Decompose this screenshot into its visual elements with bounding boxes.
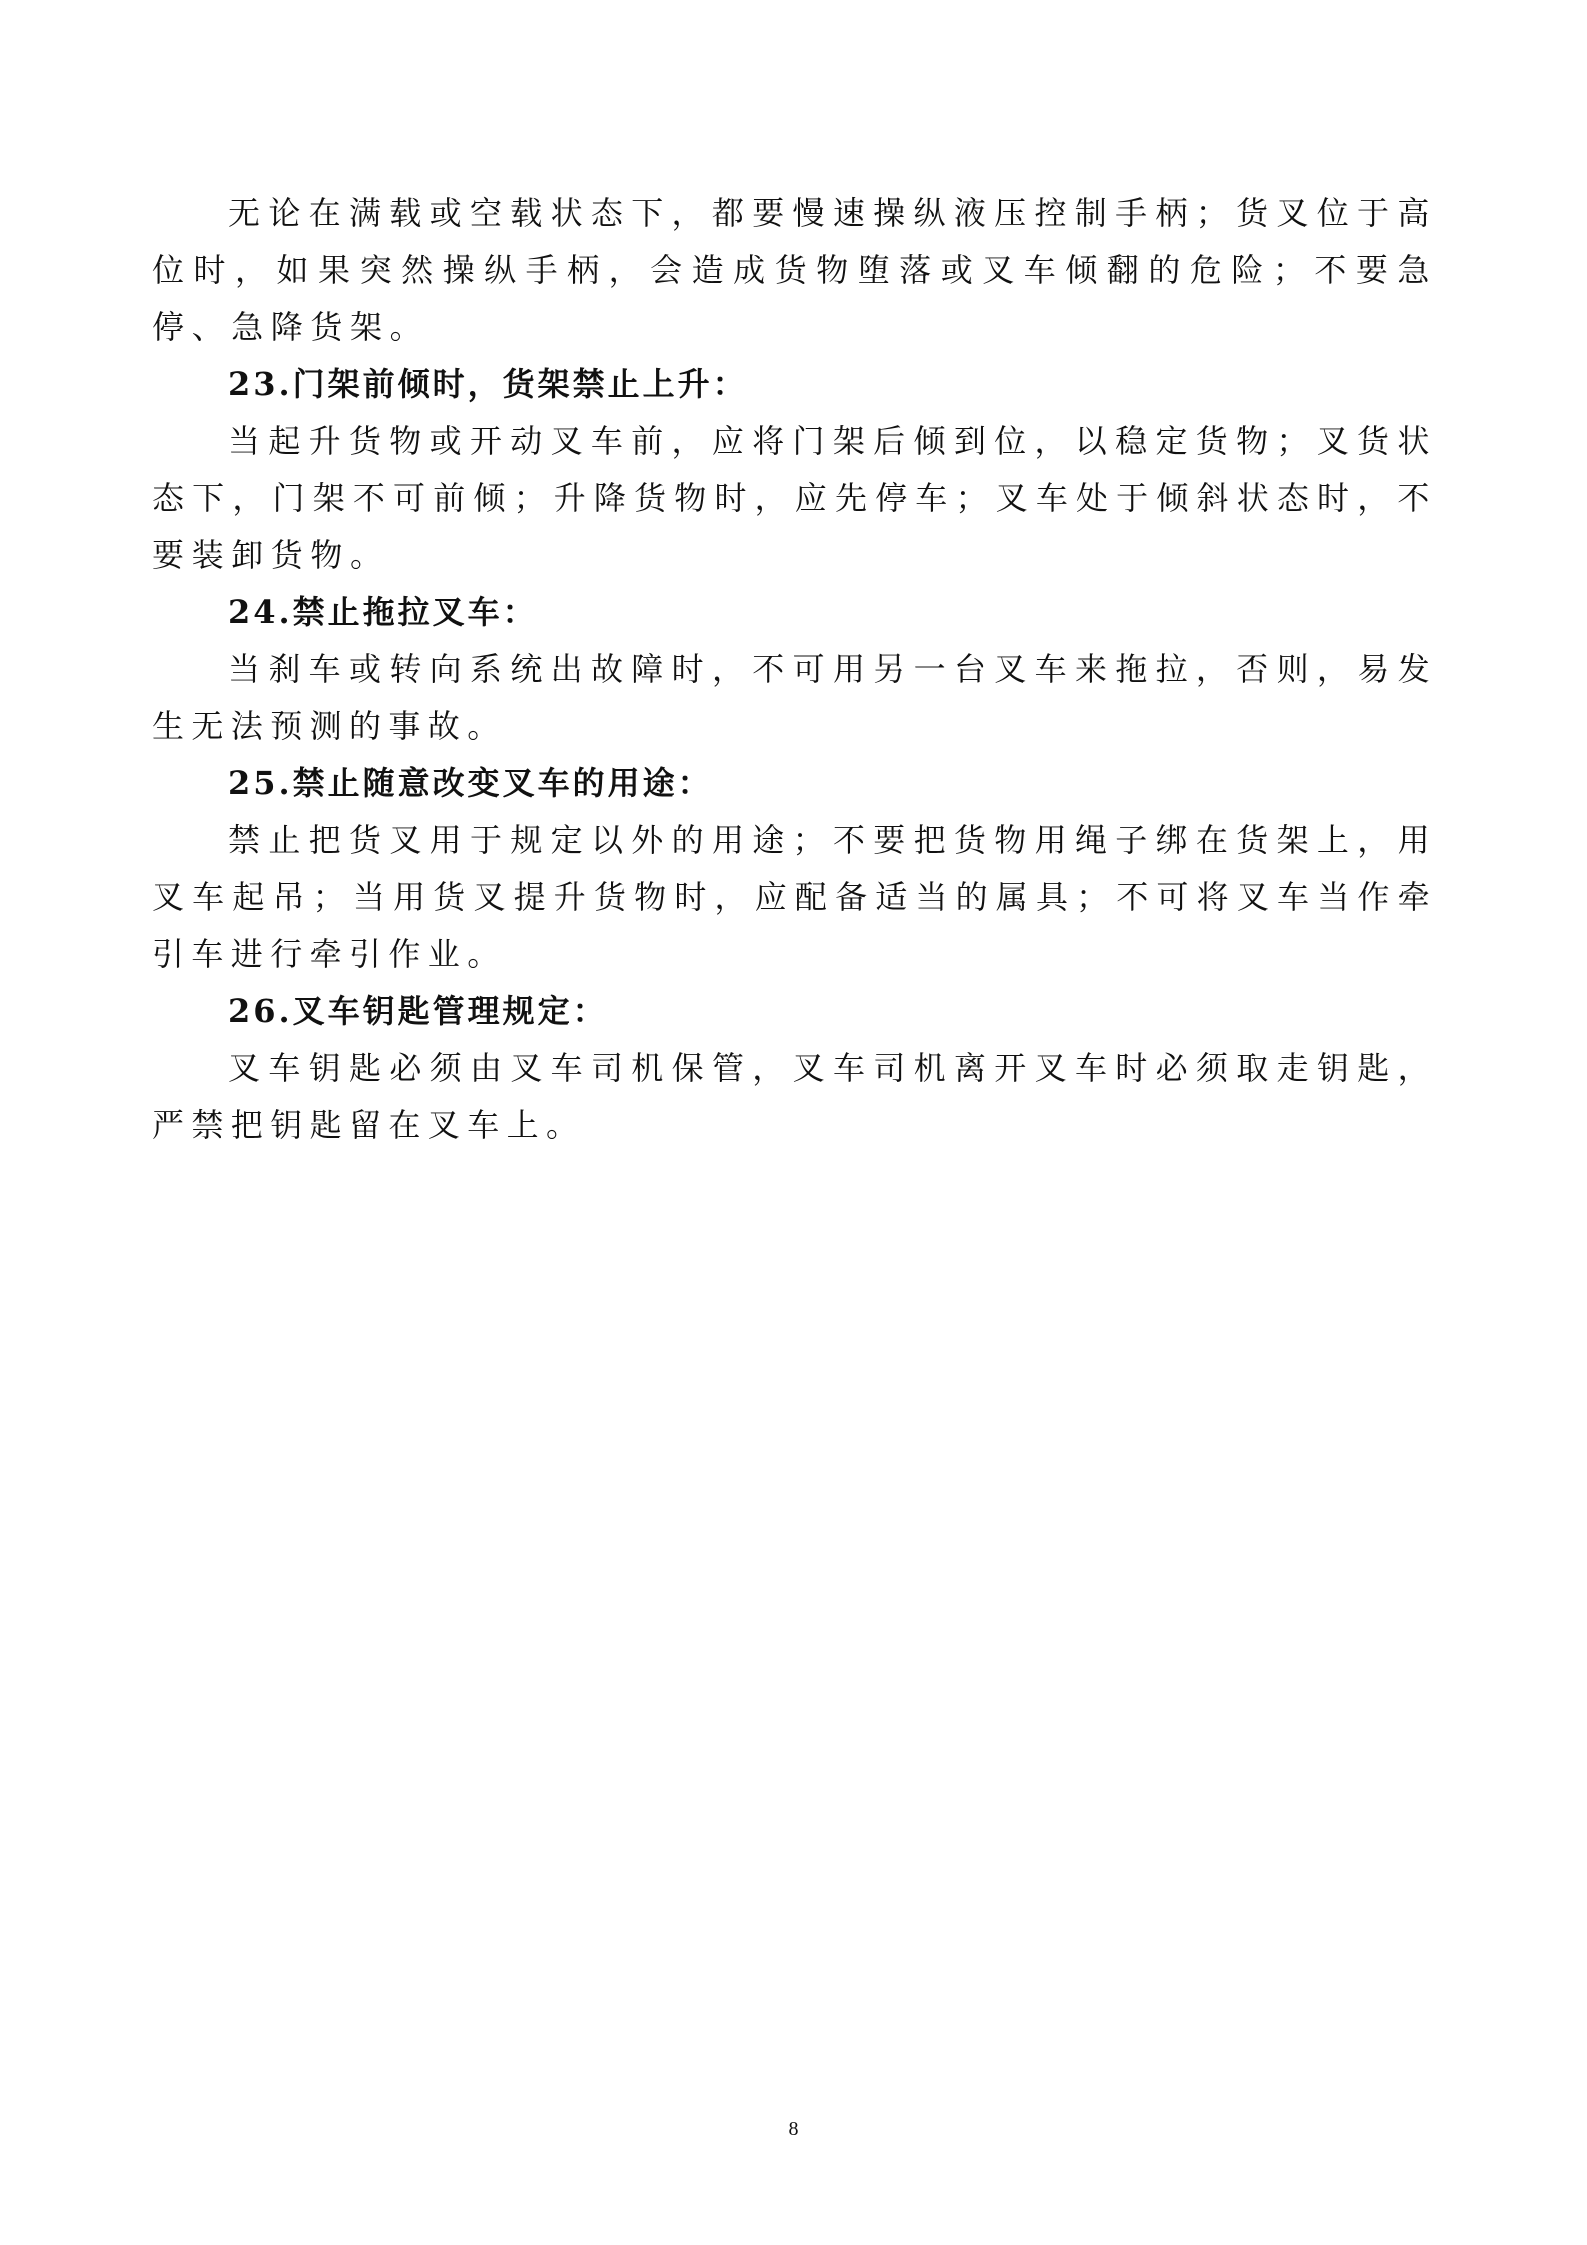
paragraph-key-management: 叉车钥匙必须由叉车司机保管，叉车司机离开叉车时必须取走钥匙，严禁把钥匙留在叉车上。 bbox=[152, 1049, 1437, 1144]
page-number: 8 bbox=[788, 2118, 799, 2140]
paragraph-hydraulic-control: 无论在满载或空载状态下，都要慢速操纵液压控制手柄；货叉位于高位时，如果突然操纵手柄，会造成货物堕落或叉车倾翻的危险；不要急停、急降货架。 bbox=[152, 194, 1437, 346]
paragraph-usage: 禁止把货叉用于规定以外的用途；不要把货物用绳子绑在货架上，用叉车起吊；当用货叉提升货物时，应配备适当的属具；不可将叉车当作牵引车进行牵引作业。 bbox=[152, 821, 1437, 973]
document-body bbox=[152, 185, 1437, 1154]
heading-23: 23.门架前倾时，货架禁止上升： bbox=[228, 365, 748, 403]
paragraph-mast-tilt: 当起升货物或开动叉车前，应将门架后倾到位，以稳定货物；叉货状态下，门架不可前倾；升降货物时，应先停车；叉车处于倾斜状态时，不要装卸货物。 bbox=[152, 422, 1437, 574]
paragraph-no-towing: 当刹车或转向系统出故障时，不可用另一台叉车来拖拉，否则，易发生无法预测的事故。 bbox=[152, 650, 1437, 745]
heading-25: 25.禁止随意改变叉车的用途： bbox=[228, 764, 713, 802]
heading-24: 24.禁止拖拉叉车： bbox=[228, 593, 538, 631]
heading-26: 26.叉车钥匙管理规定： bbox=[228, 992, 608, 1030]
